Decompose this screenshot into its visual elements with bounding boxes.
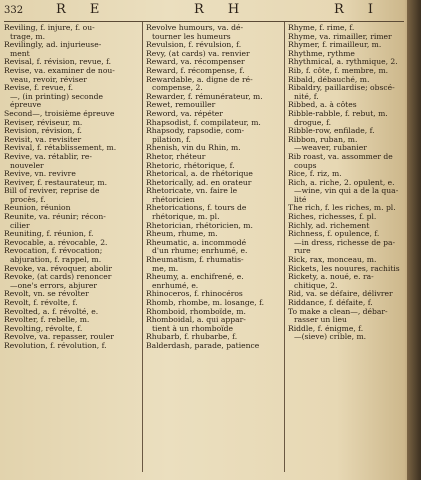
entry-line: Ribald, débauché, m.	[288, 75, 370, 84]
entry-line: Riches, richesses, f. pl.	[288, 213, 377, 222]
entry-line: Rhetorically, ad. en orateur	[146, 178, 252, 187]
entry-line: d'un rhume; enrhumé, e.	[152, 247, 248, 256]
entry-line: Reward, f. récompense, f.	[146, 66, 245, 75]
entry-line: Rheumatic, a. incommodé	[146, 238, 247, 247]
entry-line: Richness, f. opulence, f.	[288, 230, 380, 239]
entry-line: Rhythmical, a. rythmique, 2.	[288, 58, 398, 67]
entry-line: Rhomboid, rhomboïde, m.	[146, 307, 246, 316]
entry-line: Revolt, vn. se révolter	[4, 290, 89, 299]
entry-line: Revulsion, f. révulsion, f.	[146, 41, 242, 50]
entry-line: rure	[294, 247, 311, 256]
entry-line: Rich, a. riche, 2. opulent, e.	[288, 178, 395, 187]
entry-line: enrhumé, e.	[152, 281, 199, 290]
entry-line: Reviling, f. injure, f. ou-	[4, 24, 95, 32]
entry-line: Revolt, f. révolte, f.	[4, 299, 78, 307]
entry-line: Revolve, va. repasser, rouler	[4, 333, 114, 342]
entry-line: Revisal, f. révision, revue, f.	[4, 58, 112, 67]
entry-line: tient à un rhomboïde	[152, 324, 233, 333]
entry-line: Rheum, rhume, m.	[146, 230, 218, 239]
entry-line: Rickets, les nouures, rachitis	[288, 264, 400, 273]
entry-line: Rhapsodist, f. compilateur, m.	[146, 118, 261, 127]
right-column-heading: R I	[334, 2, 384, 17]
entry-line: Ribble-row, enfilade, f.	[288, 127, 375, 136]
entry-line: Revy, (at cards) va. renvier	[146, 49, 250, 58]
entry-line: —one's errors, abjurer	[10, 281, 98, 290]
entry-line: épreuve	[10, 101, 42, 110]
entry-line: Rib, f. côte, f. membre, m.	[288, 66, 389, 75]
entry-line: Rhetor, rhéteur	[146, 152, 206, 161]
entry-line: To make a clean—, débar-	[288, 307, 388, 316]
entry-line: Rib roast, va. assommer de	[288, 152, 393, 161]
entry-line: abjuration, f. rappel, m.	[10, 256, 102, 265]
entry-line: Ribbed, a. à côtes	[288, 101, 357, 110]
entry-line: Rhomb, rhombe, m. losange, f.	[146, 299, 265, 307]
entry-line: Revive, vn. revivre	[4, 170, 76, 179]
entry-line: —(sieve) crible, m.	[294, 333, 367, 342]
entry-line: rhétorique, m. pl.	[152, 213, 220, 222]
entry-line: Reunion, réunion	[4, 204, 71, 213]
entry-line: Ribaldry, paillardise; obscé-	[288, 84, 395, 93]
entry-line: Revolve humours, va. dé-	[146, 24, 244, 32]
entry-line: Revilingly, ad. injurieuse-	[4, 41, 102, 50]
entry-line: me, m.	[152, 264, 179, 273]
entry-line: Revolted, a. f. révolté, e.	[4, 307, 99, 316]
entry-line: trage, m.	[10, 32, 46, 41]
entry-line: pilation, f.	[152, 135, 191, 144]
entry-line: nité, f.	[294, 92, 319, 101]
entry-line: Revise, va. examiner de nou-	[4, 66, 115, 75]
entry-line: Revisit, va. revisiter	[4, 135, 82, 144]
book-spine	[407, 0, 421, 480]
entry-line: coups	[294, 161, 317, 170]
entry-line: compense, 2.	[152, 84, 203, 93]
entry-line: Ribbon, ruban, m.	[288, 135, 358, 144]
entry-line: Rhythme, rythme	[288, 49, 355, 58]
entry-line: Richly, ad. richement	[288, 221, 370, 230]
entry-line: —, (in printing) seconde	[10, 92, 103, 101]
entry-line: rasser un lieu	[294, 316, 347, 325]
entry-line: Rickety, a. noué, e. ra-	[288, 273, 374, 282]
entry-line: Reviver, f. restaurateur, m.	[4, 178, 108, 187]
entry-line: Rhubarb, f. rhubarbe, f.	[146, 333, 238, 342]
entry-line: Revival, f. rétablissement, m.	[4, 144, 117, 153]
entry-line: Rheumy, a. enchifrené, e.	[146, 273, 244, 282]
entry-line: Rhetorician, rhétoricien, m.	[146, 221, 253, 230]
page-number: 332	[4, 5, 24, 16]
entry-line: drogue, f.	[294, 118, 332, 127]
column-middle	[146, 24, 278, 351]
entry-line: Rid, va. se défaire, délivrer	[288, 290, 393, 299]
entry-line: chitique, 2.	[294, 281, 338, 290]
entry-line: Rhomboidal, a. qui appar-	[146, 316, 246, 325]
entry-line: —weaver, rubanier	[294, 144, 367, 153]
entry-line: —in dress, richesse de pa-	[294, 238, 396, 247]
column-left	[4, 24, 136, 351]
entry-line: The rich, f. les riches, m. pl.	[288, 204, 396, 213]
entry-line: Rhapsody, rapsodie, com-	[146, 127, 245, 136]
entry-line: Revolution, f. révolution, f.	[4, 341, 107, 350]
entry-line: Revoke, va. révoquer, abolir	[4, 264, 112, 273]
entry-line: lité	[294, 195, 307, 204]
entry-line: nouveler	[10, 161, 44, 170]
entry-line: Rhetoricate, vn. faire le	[146, 187, 238, 196]
entry-line: Rick, rax, monceau, m.	[288, 256, 377, 265]
entry-line: Riddle, f. énigme, f.	[288, 324, 364, 333]
entry-line: rhétoricien	[152, 195, 195, 204]
entry-line: ment	[10, 49, 30, 58]
entry-line: Reword, va. répéter	[146, 109, 223, 118]
entry-line: Reunite, va. réunir; récon-	[4, 213, 106, 222]
page-header	[4, 2, 404, 22]
entry-line: Reuniting, f. réunion, f.	[4, 230, 94, 239]
left-column-heading: R E	[56, 2, 110, 17]
entry-line: veau, revoir, réviser	[10, 75, 87, 84]
entry-line: Revoke, (at cards) renoncer	[4, 273, 112, 282]
entry-line: Rhinoceros, f. rhinocéros	[146, 290, 243, 299]
column-divider-1	[142, 22, 143, 472]
entry-line: Revive, va. rétablir, re-	[4, 152, 92, 161]
header-rule	[4, 21, 404, 22]
entry-line: Rhetorications, f. tours de	[146, 204, 247, 213]
entry-line: Rewardable, a. digne de ré-	[146, 75, 253, 84]
entry-line: Revocable, a. révocable, 2.	[4, 238, 108, 247]
entry-line: —wine, vin qui a de la qua-	[294, 187, 399, 196]
entry-line: Rheumatism, f. rhumatis-	[146, 256, 244, 265]
entry-line: Second—, troisième épreuve	[4, 109, 115, 118]
entry-line: Revise, f. revue, f.	[4, 84, 74, 93]
entry-line: Rice, f. riz, m.	[288, 170, 342, 179]
column-divider-2	[284, 22, 285, 472]
column-right	[288, 24, 406, 342]
entry-line: Revision, révision, f.	[4, 127, 82, 136]
entry-line: Reward, va. récompenser	[146, 58, 245, 67]
entry-line: Revolting, révolte, f.	[4, 324, 83, 333]
entry-line: Rhyme, va. rimailler, rimer	[288, 32, 392, 41]
entry-line: Rhetoric, rhétorique, f.	[146, 161, 235, 170]
entry-line: Balderdash, parade, patience	[146, 341, 260, 350]
entry-line: Rewarder, f. rémunérateur, m.	[146, 92, 263, 101]
entry-line: Bill of reviver, reprise de	[4, 187, 100, 196]
entry-line: Revolter, f. rebelle, m.	[4, 316, 90, 325]
entry-line: Ribble-rabble, f. rebut, m.	[288, 109, 388, 118]
entry-line: Rhenish, vin du Rhin, m.	[146, 144, 241, 153]
entry-line: Rhymer, f. rimailleur, m.	[288, 41, 382, 50]
entry-line: tourner les humeurs	[152, 32, 231, 41]
entry-line: Reviser, réviseur, m.	[4, 118, 83, 127]
entry-line: Rhetorical, a. de rhétorique	[146, 170, 253, 179]
entry-line: cilier	[10, 221, 30, 230]
entry-line: Rhyme, f. rime, f.	[288, 24, 355, 32]
entry-line: Rewet, remouiller	[146, 101, 216, 110]
entry-line: procès, f.	[10, 195, 46, 204]
entry-line: Revocation, f. révocation;	[4, 247, 103, 256]
middle-column-heading: R H	[194, 2, 250, 17]
entry-line: Riddance, f. défaite, f.	[288, 299, 373, 307]
